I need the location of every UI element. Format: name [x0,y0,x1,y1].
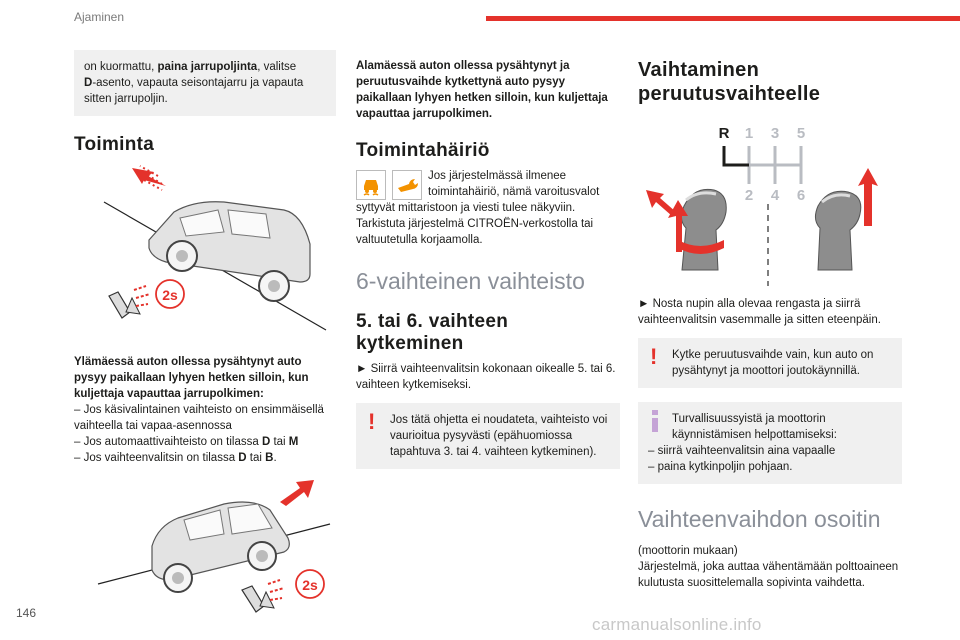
toiminta-heading: Toiminta [74,134,155,155]
warning-lamps [356,170,422,200]
info-icon [651,410,659,432]
list-item: – Jos vaihteenvalitsin on tilassa D tai B. [74,452,277,464]
gearbox-warning-box: ! Jos tätä ohjetta ei noudateta, vaihteisto voi vaurioitua pysyvästi (epähuomiossa tapahtuva 3. tai 4. vaihteen kytkeminen). [356,403,620,469]
gear-label-3: 3 [770,125,780,142]
reverse-warning-box: ! Kytke peruutusvaihde vain, kun auto on pysähtynyt ja moottori joutokäynnillä. [638,338,902,388]
intro-box: on kuormattu, paina jarrupoljinta, valitse D-asento, vapauta seisontajarru ja vapauta sitten jarrupoljin. [74,50,336,116]
reverse-heading: Vaihtaminen peruutusvaihteelle [638,59,821,105]
uphill-conditions-list [74,402,336,466]
gear-label-6: 6 [796,187,806,204]
list-item: – paina kytkinpoljin pohjaan. [648,461,793,473]
header-section-label: Ajaminen [74,10,125,24]
downhill-text: Alamäessä auton ollessa pysähtynyt ja peruutusvaihde kytkettynä auto pysyy paikallaan lyhyen hetken silloin, kun kuljettaja vapauttaa jarrupolkimen. [356,60,608,120]
column-2 [356,58,620,469]
column-1 [74,50,336,620]
gear-label-r: R [718,125,730,142]
exclamation-icon: ! [650,344,658,369]
gear-label-2: 2 [744,187,754,204]
uphill-car-illustration [74,162,336,342]
indicator-subtitle: (moottorin mukaan) [638,545,738,557]
safety-info-box: Turvallisuussyistä ja moottorin käynnistämisen helpottamiseksi: – siirrä vaihteenvalitsin aina vapaalle – paina kytkinpoljin pohjaan. [638,402,902,484]
shift-text: ► Siirrä vaihteenvalitsin kokonaan oikealle 5. tai 6. vaihteen kytkemiseksi. [356,363,616,391]
downhill-car-illustration [74,480,336,620]
reverse-text: ► Nosta nupin alla olevaa rengasta ja siirrä vaihteenvalitsin vasemmalle ja sitten eteenpäin. [638,298,881,326]
fault-text: Jos järjestelmässä ilmenee toimintahäiriö, nämä varoitusvalot syttyvät mittaristoon ja viesti tulee näkyviin. Tarkistuta järjestelmä CITROËN-verkostolla tai valtuutetulla korjaamolla. [356,170,600,246]
reverse-gear-illustration [638,120,902,288]
wrench-warning-icon [392,170,422,200]
gear-label-4: 4 [770,187,780,204]
shift-heading: 5. tai 6. vaihteen kytkeminen [356,311,509,354]
page-number: 146 [16,606,37,620]
list-item: – Jos käsivalintainen vaihteisto on ensimmäisellä vaihteella tai vapaa-asennossa [74,404,324,432]
uphill-text: Ylämäessä auton ollessa pysähtynyt auto pysyy paikallaan lyhyen hetken silloin, kun kuljettaja vapauttaa jarrupolkimen: [74,356,309,400]
gearbox-heading: 6-vaihteinen vaihteisto [356,268,585,294]
exclamation-icon: ! [368,409,376,434]
list-item: – siirrä vaihteenvalitsin aina vapaalle [648,445,836,457]
column-3 [638,58,902,591]
indicator-text: Järjestelmä, joka auttaa vähentämään polttoaineen kulutusta suosittelemalla sopivinta vaihdetta. [638,561,899,589]
badge-2s-bottom: 2s [302,577,318,593]
indicator-heading: Vaihteenvaihdon osoitin [638,506,881,532]
list-item: – Jos automaattivaihteisto on tilassa D tai M [74,436,299,448]
fault-section [356,168,620,248]
header-accent-bar [486,16,960,21]
watermark: carmanualsonline.info [592,615,762,634]
traction-warning-icon [356,170,386,200]
gear-label-5: 5 [796,125,806,142]
gear-label-1: 1 [744,125,754,142]
badge-2s-top: 2s [162,287,178,303]
fault-heading: Toimintahäiriö [356,140,490,161]
